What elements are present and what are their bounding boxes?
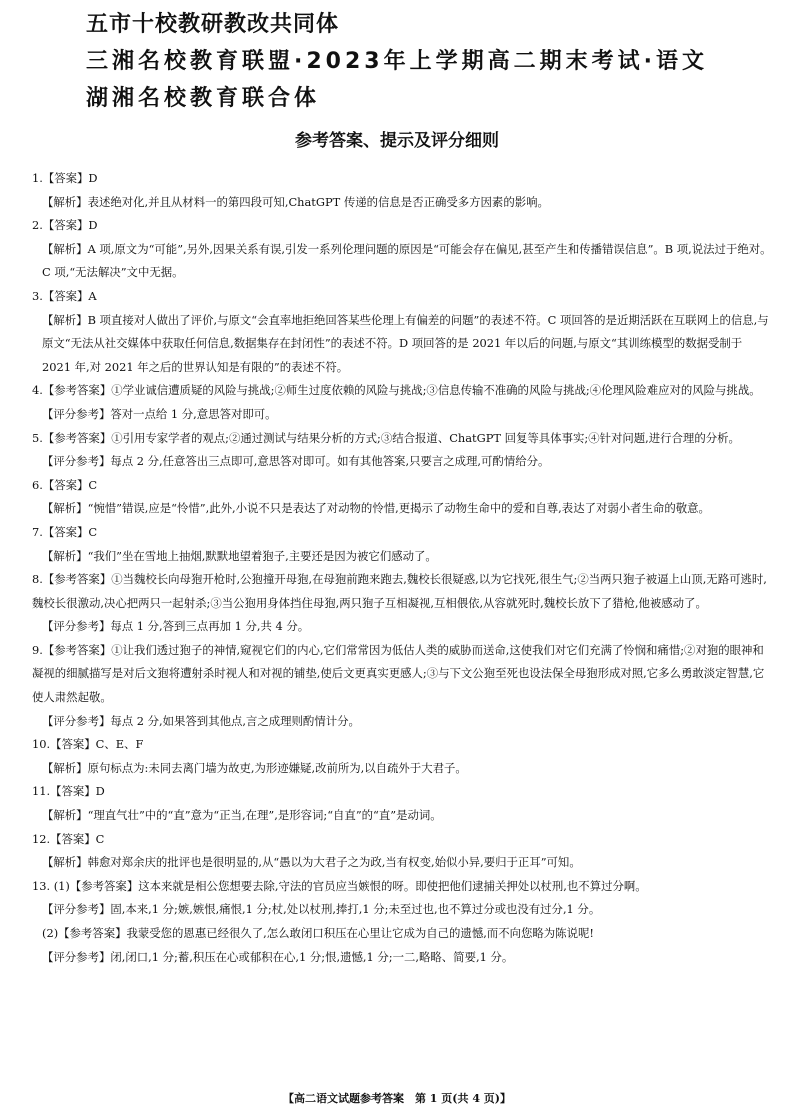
q7-answer: 7.【答案】C <box>32 524 98 539</box>
q13-2-answer: (2)【参考答案】我蒙受您的恩惠已经很久了,怎么敢闭口积压在心里让它成为自己的遗憾,而不向您略为陈说呢! <box>42 926 594 940</box>
q13-2-scoring: 【评分参考】闭,闭口,1 分;蓄,积压在心或郁积在心,1 分;恨,遗憾,1 分;一二,略略、简要,1 分。 <box>42 949 514 964</box>
q2-answer: 2.【答案】D <box>32 218 98 233</box>
q7-analysis: 【解析】“我们”坐在雪地上抽烟,默默地望着狍子,主要还是因为被它们感动了。 <box>42 548 437 563</box>
q1-analysis: 【解析】表述绝对化,并且从材料一的第四段可知,ChatGPT 传递的信息是否正确受多方因素的影响。 <box>42 194 549 209</box>
q13-1-scoring: 【评分参考】固,本来,1 分;嫉,嫉恨,痛恨,1 分;杖,处以杖刑,捧打,1 分;未至过也,也不算过分或也没有过分,1 分。 <box>42 902 601 917</box>
q5-answer: 5.【参考答案】①引用专家学者的观点;②通过测试与结果分析的方式;③结合报道、ChatGPT 回复等具体事实;④针对问题,进行合理的分析。 <box>32 430 740 445</box>
header-line-2: 三湘名校教育联盟·2023年上学期高二期末考试·语文 <box>86 49 708 74</box>
q9-answer: 9.【参考答案】①让我们透过狍子的神情,窥视它们的内心,它们常常因为低估人类的威胁而送命,这使我们对它们充满了怜悯和痛惜;②对狍的眼神和凝视的细腻描写是对后文狍将遭射杀时视人和对视的铺垫,使后文更真实更感人;③与下文公狍至死也设法保全母狍形成对照,它多么勇敢淡定智慧,它使人肃然起敬。 <box>32 642 765 705</box>
q6-analysis: 【解析】“惋惜”错误,应是“怜惜”,此外,小说不只是表达了对动物的怜惜,更揭示了动物生命中的爱和自尊,表达了对弱小者生命的敬意。 <box>42 501 710 516</box>
q10-analysis: 【解析】原句标点为:未同去离门墙为故吏,为形迹嫌疑,改前所为,以自疏外于大君子。 <box>42 760 467 775</box>
header-line-1: 五市十校教研教改共同体 <box>86 12 340 37</box>
header-line-3: 湖湘名校教育联合体 <box>86 86 321 111</box>
q11-analysis: 【解析】“理直气壮”中的“直”意为“正当,在理”,是形容词;“自直”的“直”是动词。 <box>42 808 442 823</box>
q1-answer: 1.【答案】D <box>32 171 98 185</box>
q6-answer: 6.【答案】C <box>32 477 98 492</box>
answer-content <box>32 167 772 969</box>
q12-answer: 12.【答案】C <box>32 831 105 846</box>
q12-analysis: 【解析】韩愈对郑余庆的批评也是很明显的,从“愚以为大君子之为政,当有权变,始似小异,要归于正耳”可知。 <box>42 855 581 870</box>
exam-header <box>86 6 708 117</box>
q2-analysis: 【解析】A 项,原文为“可能”,另外,因果关系有误,引发一系列伦理问题的原因是“可能会存在偏见,甚至产生和传播错误信息”。B 项,说法过于绝对。C 项,“无法解决”文中无据。 <box>42 241 772 280</box>
q5-scoring: 【评分参考】每点 2 分,任意答出三点即可,意思答对即可。如有其他答案,只要言之成理,可酌情给分。 <box>42 454 550 469</box>
q10-answer: 10.【答案】C、E、F <box>32 737 144 752</box>
q9-scoring: 【评分参考】每点 2 分,如果答到其他点,言之成理则酌情计分。 <box>42 713 360 728</box>
q4-scoring: 【评分参考】答对一点给 1 分,意思答对即可。 <box>42 406 277 421</box>
q13-1-answer: 13. (1)【参考答案】这本来就是相公您想要去除,守法的官员应当嫉恨的呀。即使把他们逮捕关押处以杖刑,也不算过分啊。 <box>32 878 647 893</box>
q11-answer: 11.【答案】D <box>32 784 105 799</box>
q8-answer: 8.【参考答案】①当魏校长向母狍开枪时,公狍撞开母狍,在母狍前跑来跑去,魏校长很疑惑,以为它找死,很生气;②当两只狍子被逼上山顶,无路可逃时,魏校长很激动,决心把两只一起射杀;③当公狍用身体挡住母狍,两只狍子互相凝视,互相偎依,从容就死时,魏校长放下了猎枪,他被感动了。 <box>32 572 767 610</box>
q8-scoring: 【评分参考】每点 1 分,答到三点再加 1 分,共 4 分。 <box>42 619 310 634</box>
q4-answer: 4.【参考答案】①学业诚信遭质疑的风险与挑战;②师生过度依赖的风险与挑战;③信息传输不准确的风险与挑战;④伦理风险难应对的风险与挑战。 <box>32 383 761 398</box>
q3-analysis: 【解析】B 项直接对人做出了评价,与原文“会直率地拒绝回答某些伦理上有偏差的问题”的表述不符。C 项回答的是近期活跃在互联网上的信息,与原文“无法从社交媒体中获取任何信息,数据集存在封闭性”的表述不符。D 项回答的是 2021 年以后的问题,与原文“其训练模型的数据受制于 2021 年,对 2021 年之后的世界认知是有限的”的表述不符。 <box>42 312 769 374</box>
document-subtitle: 参考答案、提示及评分细则 <box>295 131 499 151</box>
q3-answer: 3.【答案】A <box>32 288 97 303</box>
page-footer: 【高二语文试题参考答案 第 1 页(共 4 页)】 <box>282 1092 512 1105</box>
